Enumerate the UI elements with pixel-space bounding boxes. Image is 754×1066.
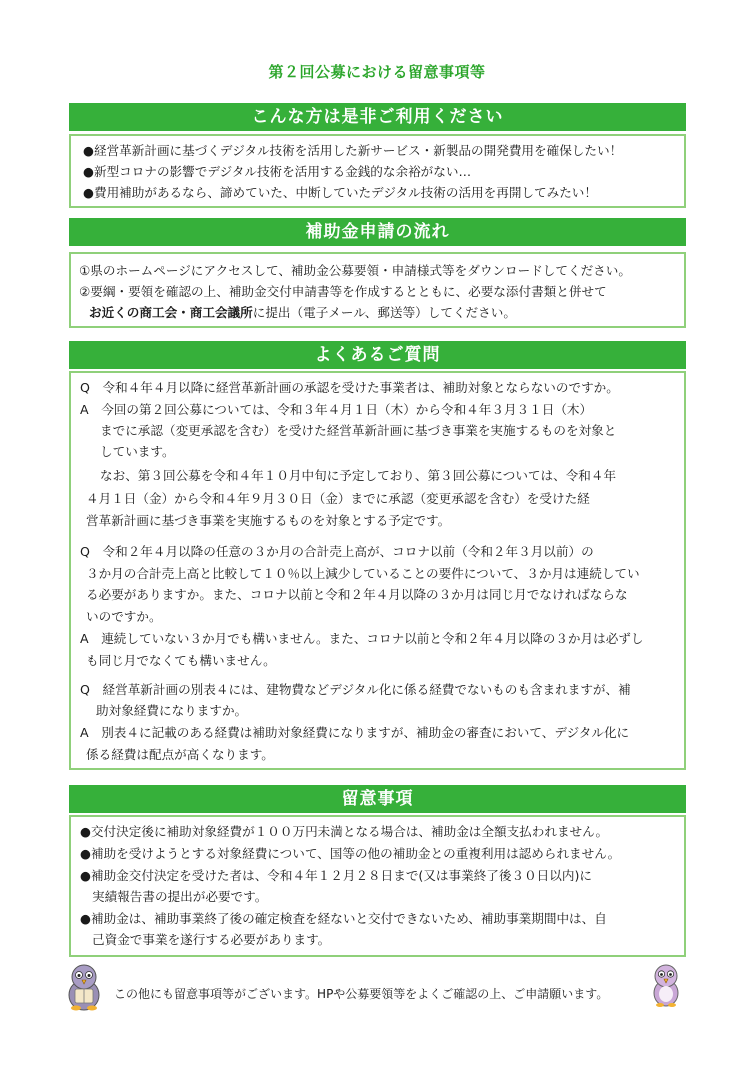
notes-line: 実績報告書の提出が必要です。 [92,889,268,904]
faq-line: 営革新計画に基づき事業を実施するものを対象とする予定です。 [86,513,451,528]
section-box-notes [69,815,686,957]
mascot-left-icon [63,962,105,1012]
faq-line: ３か月の合計売上高と比較して１０％以上減少していることの要件について、３か月は連続してい [86,566,640,581]
faq-line: Q 経営革新計画の別表４には、建物費などデジタル化に係る経費でないものも含まれますが、補 [80,682,631,697]
page-title: 第２回公募における留意事項等 [268,63,486,81]
notes-line: ●交付決定後に補助対象経費が１００万円未満となる場合は、補助金は全額支払われません。 [80,824,609,839]
faq-line: いのですか。 [86,609,162,624]
flow-line-3-bold: お近くの商工会・商工会議所 [89,305,253,320]
faq-line: A 別表４に記載のある経費は補助対象経費になりますが、補助金の審査において、デジタル化に [80,725,630,740]
faq-line: 助対象経費になりますか。 [96,703,248,718]
flow-line-2: ②要綱・要領を確認の上、補助金交付申請書等を作成するとともに、必要な添付書類と併せて [79,284,607,299]
notes-line: 己資金で事業を遂行する必要があります。 [92,932,331,947]
faq-line: 係る経費は配点が高くなります。 [86,747,274,762]
users-line-2: ●新型コロナの影響でデジタル技術を活用する金銭的な余裕がない… [83,164,472,179]
section-box-faq [69,371,686,770]
notes-line: ●補助を受けようとする対象経費について、国等の他の補助金との重複利用は認められません。 [80,846,621,861]
faq-line: る必要がありますか。また、コロナ以前と令和２年４月以降の３か月は同じ月でなければならな [86,587,628,602]
section-header-faq: よくあるご質問 [69,341,686,369]
flow-line-3-rest: に提出（電子メール、郵送等）してください。 [252,305,516,320]
section-header-notes: 留意事項 [69,785,686,813]
faq-line: ４月１日（金）から令和４年９月３０日（金）までに承認（変更承認を含む）を受けた経 [86,491,590,506]
notes-line: ●補助金は、補助事業終了後の確定検査を経ないと交付できないため、補助事業期間中は、自 [80,911,607,926]
notes-line: ●補助金交付決定を受けた者は、令和４年１２月２８日まで(又は事業終了後３０日以内)に [80,868,592,883]
users-line-3: ●費用補助があるなら、諦めていた、中断していたデジタル技術の活用を再開してみたい！ [83,185,597,200]
mascot-right-icon [648,962,684,1008]
section-box-flow [69,252,686,328]
faq-line: A 連続していない３か月でも構いません。また、コロナ以前と令和２年４月以降の３か月は必ずし [80,631,644,646]
faq-line: Q 令和２年４月以降の任意の３か月の合計売上高が、コロナ以前（令和２年３月以前）の [80,544,594,559]
faq-line: Q 令和４年４月以降に経営革新計画の承認を受けた事業者は、補助対象とならないのですか。 [80,380,619,395]
section-header-flow: 補助金申請の流れ [69,218,686,246]
section-header-users: こんな方は是非ご利用ください [69,103,686,131]
section-box-users [69,134,686,208]
flow-line-3 [89,305,516,321]
faq-line: までに承認（変更承認を含む）を受けた経営革新計画に基づき事業を実施するものを対象と [100,423,617,438]
faq-line: も同じ月でなくても構いません。 [86,653,276,668]
flow-line-1: ①県のホームページにアクセスして、補助金公募要領・申請様式等をダウンロードしてください。 [79,263,631,278]
faq-line: しています。 [100,444,175,459]
footer-text: この他にも留意事項等がございます。HPや公募要領等をよくご確認の上、ご申請願います。 [114,987,609,1001]
faq-line: A 今回の第２回公募については、令和３年４月１日（木）から令和４年３月３１日（木） [80,402,593,417]
users-line-1: ●経営革新計画に基づくデジタル技術を活用した新サービス・新製品の開発費用を確保したい！ [83,143,623,158]
faq-line: なお、第３回公募を令和４年１０月中旬に予定しており、第３回公募については、令和４年 [100,468,617,483]
